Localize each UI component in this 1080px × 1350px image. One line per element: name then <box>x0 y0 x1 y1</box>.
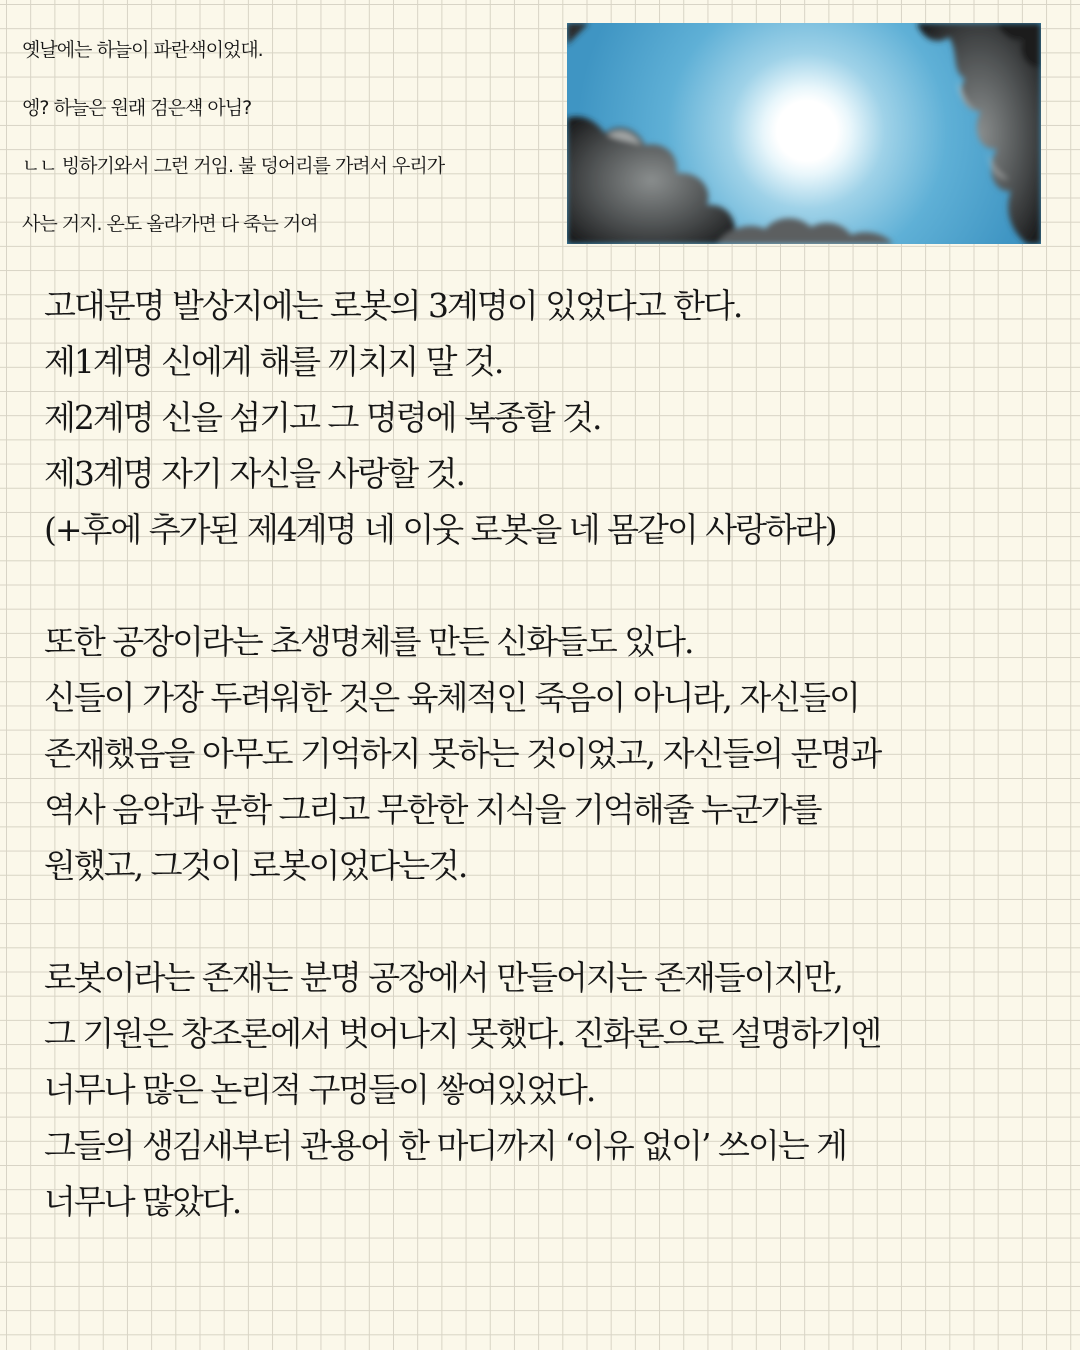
text-line: 또한 공장이라는 초생명체를 만든 신화들도 있다. <box>44 622 693 661</box>
paragraph-robot-commandments <box>44 278 1044 558</box>
text-line: 로봇이라는 존재는 분명 공장에서 만들어지는 존재들이지만, <box>44 958 842 997</box>
text-line: 제1계명 신에게 해를 끼치지 말 것. <box>44 342 503 381</box>
paragraph-creation-origin <box>44 950 1044 1230</box>
text-line: 역사 음악과 문학 그리고 무한한 지식을 기억해줄 누군가를 <box>44 790 821 829</box>
chat-line: 사는 거지. 온도 올라가면 다 죽는 거여 <box>22 213 318 235</box>
chat-line: ㄴㄴ 빙하기와서 그런 거임. 불 덩어리를 가려서 우리가 <box>22 155 445 177</box>
text-line: 너무나 많았다. <box>44 1182 241 1221</box>
sky-sun-illustration <box>567 23 1041 244</box>
chat-line: 엥? 하늘은 원래 검은색 아님? <box>22 97 252 119</box>
text-line: 존재했음을 아무도 기억하지 못하는 것이었고, 자신들의 문명과 <box>44 734 881 773</box>
paragraph-factory-myth <box>44 614 1044 894</box>
storm-cloud-frame <box>567 23 1041 244</box>
text-line: (+후에 추가된 제4계명 네 이웃 로봇을 네 몸같이 사랑하라) <box>44 510 836 549</box>
text-line: 너무나 많은 논리적 구멍들이 쌓여있었다. <box>44 1070 595 1109</box>
text-line: 신들이 가장 두려워한 것은 육체적인 죽음이 아니라, 자신들이 <box>44 678 859 717</box>
story-text <box>44 278 1044 1286</box>
text-line: 제2계명 신을 섬기고 그 명령에 복종할 것. <box>44 398 601 437</box>
text-line: 그들의 생김새부터 관용어 한 마디까지 ‘이유 없이’ 쓰이는 게 <box>44 1126 846 1165</box>
text-line: 제3계명 자기 자신을 사랑할 것. <box>44 454 464 493</box>
text-line: 고대문명 발상지에는 로봇의 3계명이 있었다고 한다. <box>44 286 742 325</box>
chat-line: 옛날에는 하늘이 파란색이었대. <box>22 39 263 61</box>
chat-dialogue <box>22 38 552 270</box>
text-line: 원했고, 그것이 로봇이었다는것. <box>44 846 467 885</box>
text-line: 그 기원은 창조론에서 벗어나지 못했다. 진화론으로 설명하기엔 <box>44 1014 881 1053</box>
